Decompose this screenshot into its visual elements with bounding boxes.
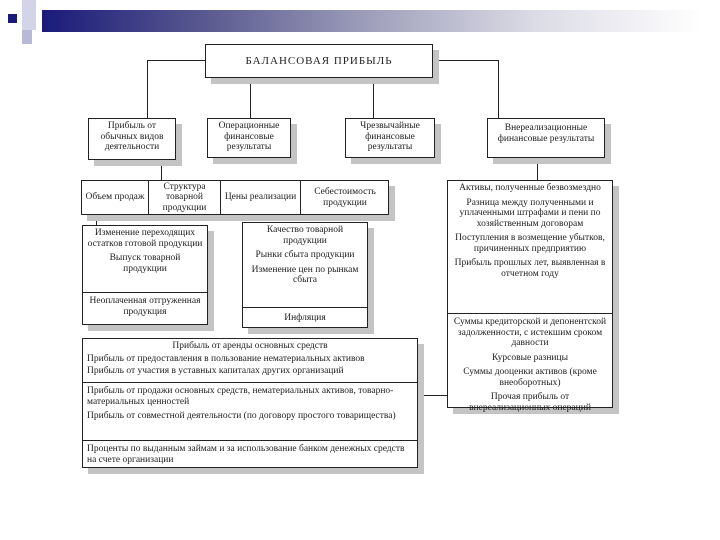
volume-factor: Неоплаченная отгруженная продукция xyxy=(89,296,201,317)
decor-square xyxy=(22,30,32,44)
price-factor: Изменение цен по рынкам сбыта xyxy=(251,264,359,285)
operational-item: Прибыль от участия в уставных капиталах других организаций xyxy=(87,366,344,376)
operational-item: Прибыль от продажи основных средств, нематериальных активов, товарно-материальных ценностей xyxy=(87,386,394,407)
factor-prices: Цены реализации xyxy=(221,181,301,214)
price-factor: Качество товарной продукции xyxy=(266,225,344,246)
nonoperating-item: Прочая прибыль от внереализационных операций xyxy=(469,392,591,413)
nonoperating-results-box xyxy=(447,180,613,413)
category-nonoperating: Внереализационные финансовые результаты xyxy=(487,118,605,158)
category-ordinary: Прибыль от обычных видов деятельности xyxy=(88,118,176,160)
volume-factor: Выпуск товарной продукции xyxy=(109,253,181,274)
operational-results-box xyxy=(82,338,418,468)
nonoperating-item: Курсовые разницы xyxy=(492,352,568,363)
header-gradient-bar xyxy=(42,10,702,32)
price-factors-box xyxy=(242,222,368,328)
volume-factor: Изменение переходящих остатков готовой продукции xyxy=(87,228,203,249)
price-factor: Инфляция xyxy=(284,313,326,323)
nonoperating-item: Поступления в возмещение убытков, причиненных предприятию xyxy=(455,233,605,254)
operational-item: Проценты по выданным займам и за использование банком денежных средств на счете организации xyxy=(87,444,405,465)
decor-square xyxy=(8,14,17,23)
nonoperating-item: Разница между полученными и уплаченными штрафами и пени по хозяйственным договорам xyxy=(459,197,601,229)
nonoperating-item: Суммы кредиторской и депонентской задолженности, с истекшим сроком давности xyxy=(453,317,607,348)
category-operational: Операционные финансовые результаты xyxy=(207,118,291,158)
factors-row xyxy=(81,180,389,215)
nonoperating-item: Суммы дооценки активов (кроме внеоборотных) xyxy=(463,367,597,388)
decor-square xyxy=(22,0,36,30)
nonoperating-item: Прибыль прошлых лет, выявленная в отчетном году xyxy=(454,258,606,279)
factor-structure: Структура товарной продукции xyxy=(149,181,221,214)
factor-sales-volume: Объем продаж xyxy=(82,181,149,214)
operational-item: Прибыль от аренды основных средств xyxy=(172,341,328,351)
factor-cost: Себестоимость продукции xyxy=(314,187,376,208)
operational-item: Прибыль от совместной деятельности (по договору простого товарищества) xyxy=(87,411,396,421)
operational-item: Прибыль от предоставления в пользование нематериальных активов xyxy=(87,353,365,364)
category-extraordinary: Чрезвычайные финансовые результаты xyxy=(345,118,435,158)
nonoperating-item: Активы, полученные безвозмездно xyxy=(459,183,601,193)
volume-factors-box xyxy=(82,225,208,325)
balance-profit-title: БАЛАНСОВАЯ ПРИБЫЛЬ xyxy=(205,44,433,78)
price-factor: Рынки сбыта продукции xyxy=(255,250,355,260)
